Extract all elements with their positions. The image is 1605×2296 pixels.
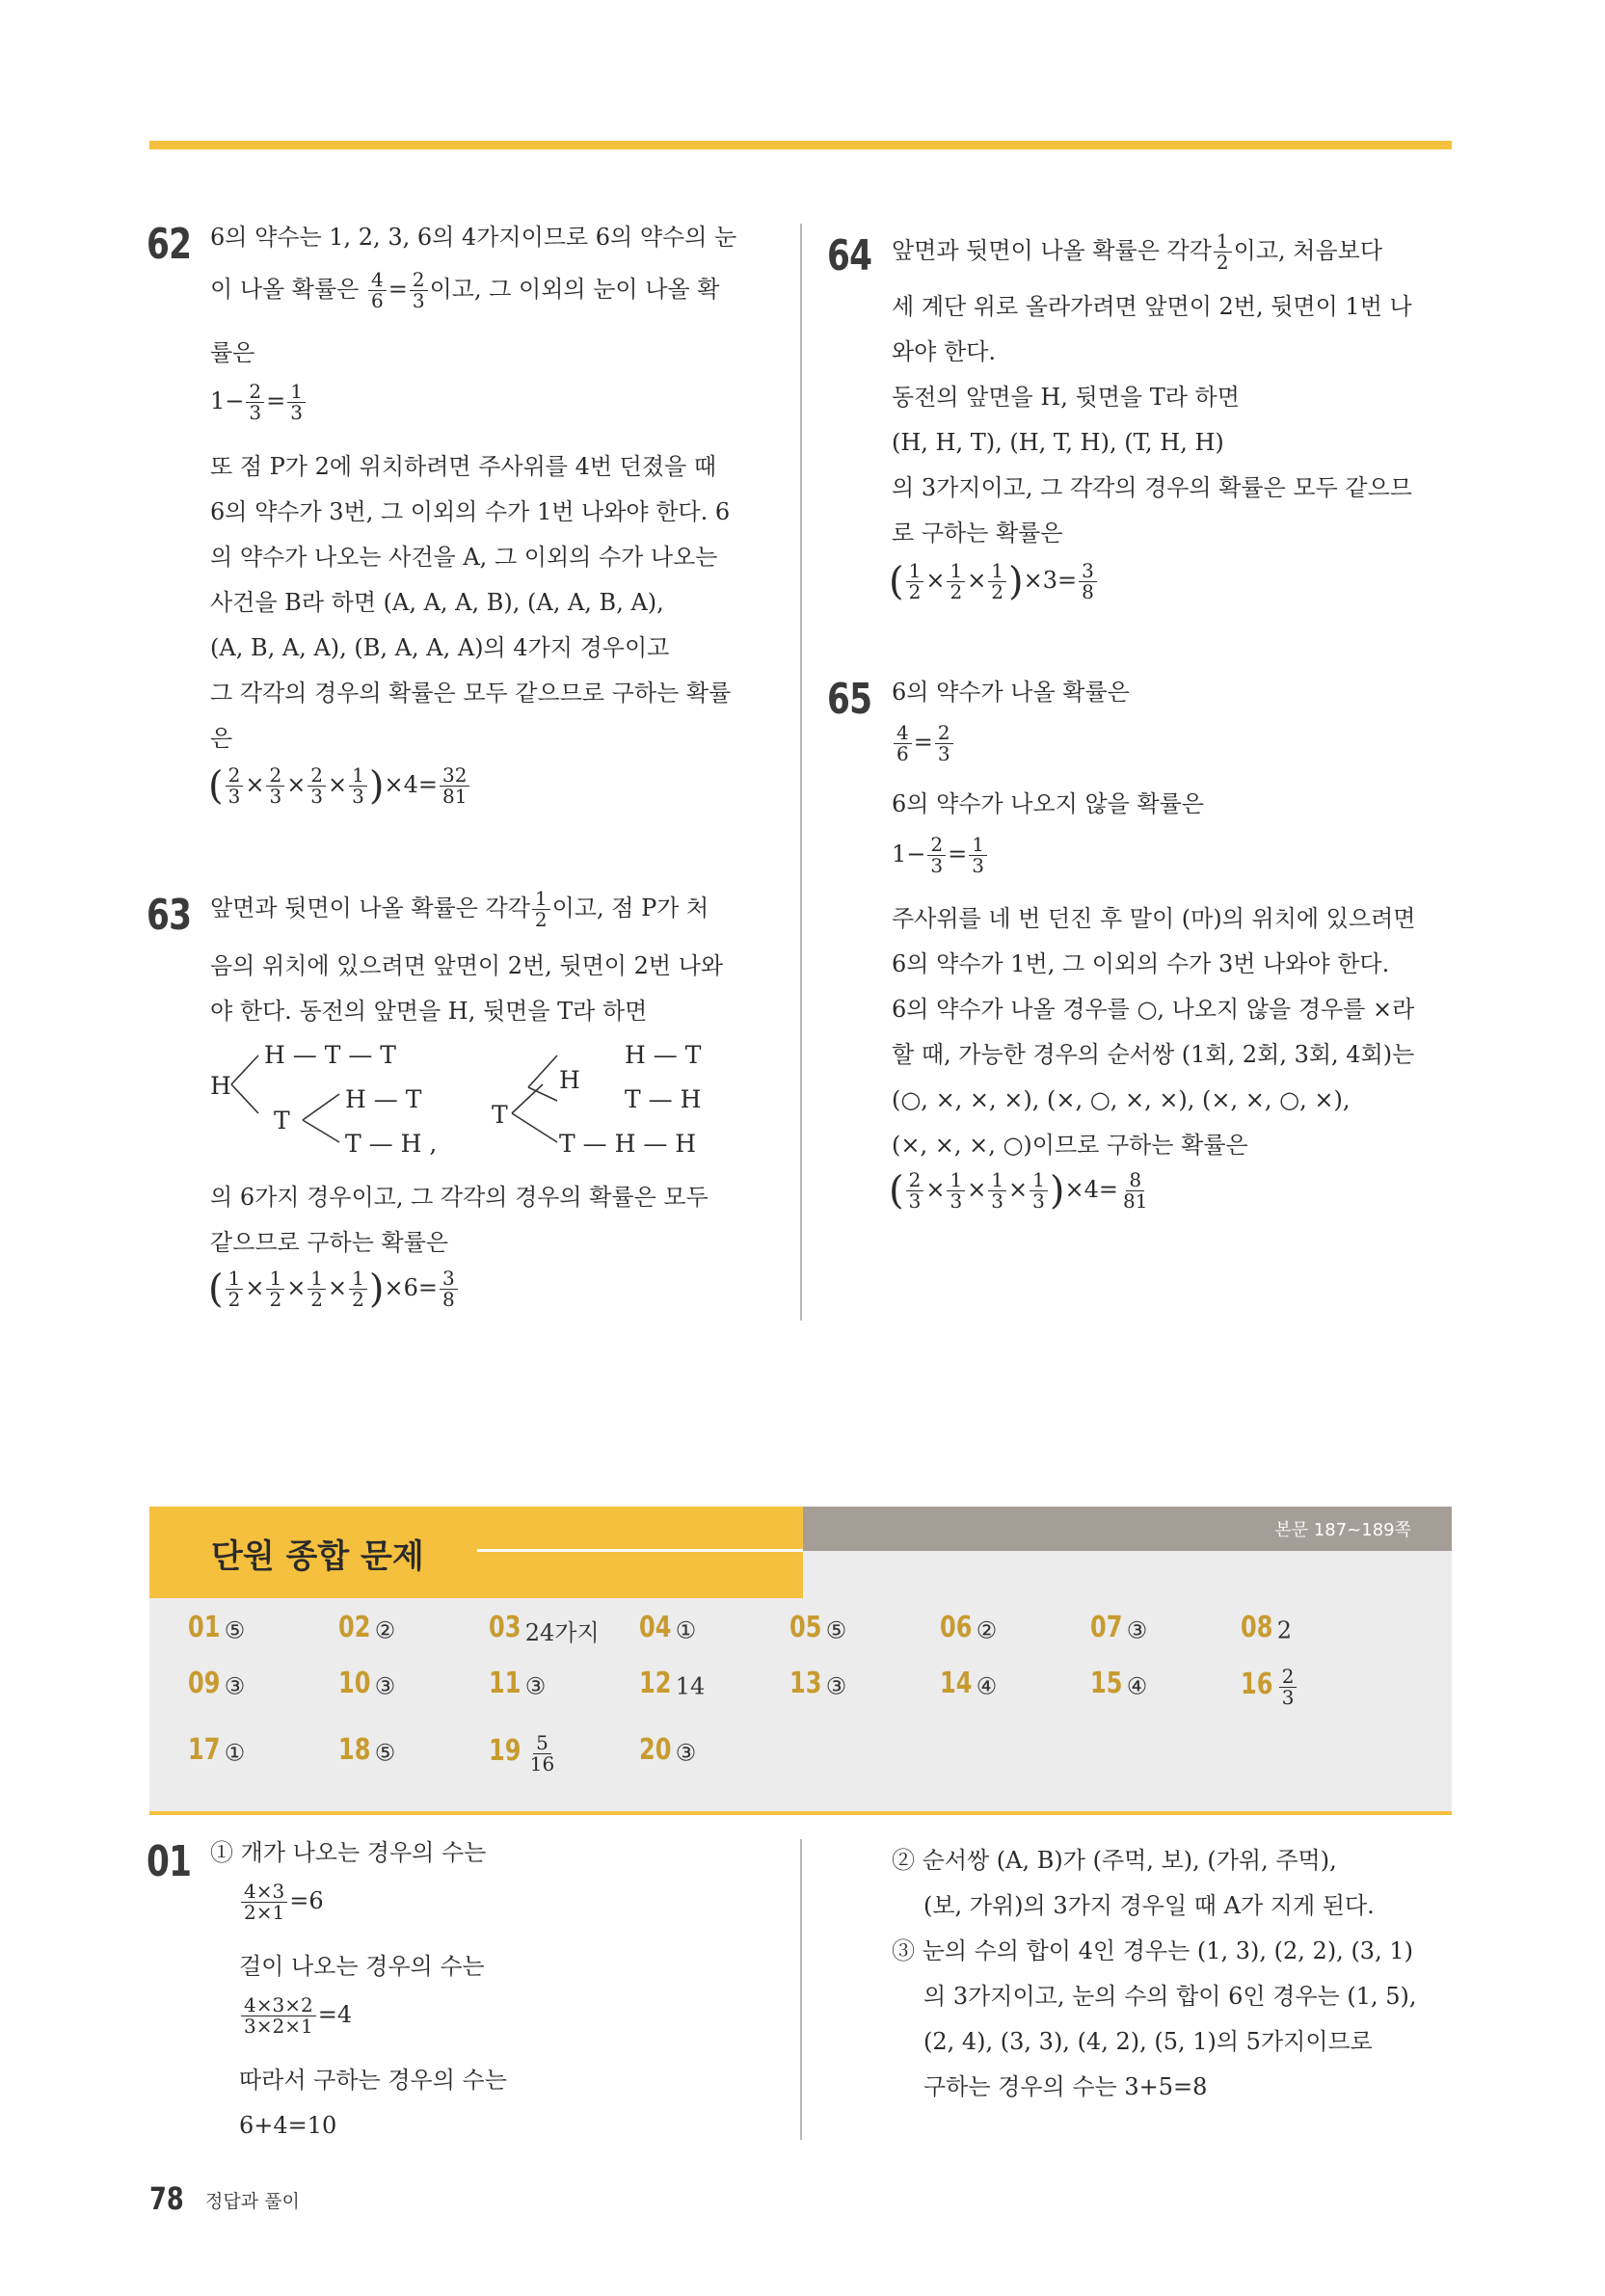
answer-number: 19	[489, 1734, 522, 1768]
p64-eq: ( $\frac{1}{2}$ × $\frac{1}{2}$ × $\frac{1}{2}$ )×3= $\frac{3}{8}$	[889, 561, 1099, 602]
s01-eq-1: $\frac{4\times 3}{2\times 1}$ =6	[239, 1882, 324, 1923]
answer-value: ③	[1126, 1616, 1148, 1644]
answer-item	[1090, 1611, 1147, 1644]
p64-line-6: 의 3가지이고, 그 각각의 경우의 확률은 모두 같으므	[892, 474, 1412, 501]
answer-value: ⑤	[374, 1739, 396, 1767]
answer-number: 04	[639, 1611, 672, 1644]
p64-line-5: (H, H, T), (H, T, H), (T, H, H)	[892, 429, 1224, 456]
p65-eq-2: 1− $\frac{2}{3}$ = $\frac{1}{3}$	[892, 835, 989, 876]
answer-item	[1090, 1667, 1147, 1700]
answer-item	[940, 1667, 997, 1700]
answer-item	[489, 1733, 559, 1775]
p65-line-10: (×, ×, ×, ○)이므로 구하는 확률은	[892, 1132, 1248, 1159]
problem-62-number: 62	[147, 220, 192, 269]
p62-line-11: 은	[210, 725, 233, 752]
answer-item	[789, 1667, 846, 1700]
answer-value: ③	[675, 1739, 697, 1767]
p62-line-1: 6의 약수는 1, 2, 3, 6의 4가지이므로 6의 약수의 눈	[210, 224, 737, 251]
footer-label: 정답과 풀이	[205, 2191, 300, 2212]
p63-line-3: 야 한다. 동전의 앞면을 H, 뒷면을 T라 하면	[210, 998, 648, 1025]
s01-eq-2: $\frac{4\times 3\times 2}{3\times 2\times 1}$ =4	[239, 1995, 352, 2037]
p62-eq-1: 1− $\frac{2}{3}$ = $\frac{1}{3}$	[210, 382, 308, 423]
s01-line-3: 걸이 나오는 경우의 수는	[239, 1953, 485, 1980]
answer-number: 14	[940, 1667, 973, 1700]
p65-eq-1: $\frac{4}{6}$ = $\frac{2}{3}$	[892, 723, 955, 764]
answer-value: ⑤	[224, 1616, 246, 1644]
answer-number: 07	[1090, 1611, 1123, 1644]
answer-item	[639, 1733, 696, 1767]
answer-value: ③	[524, 1672, 547, 1700]
p62-line-8: 사건을 B라 하면 (A, A, A, B), (A, A, B, A),	[210, 589, 664, 616]
p62-line-3: 률은	[210, 339, 255, 366]
answer-item	[1241, 1667, 1298, 1708]
answer-number: 13	[789, 1667, 822, 1700]
p65-line-6: 6의 약수가 1번, 그 이외의 수가 3번 나와야 한다.	[892, 950, 1390, 977]
p64-line-2: 세 계단 위로 올라가려면 앞면이 2번, 뒷면이 1번 나	[892, 293, 1412, 320]
answer-item	[489, 1611, 600, 1647]
answer-item	[338, 1667, 395, 1700]
answer-item	[188, 1733, 245, 1767]
tree-node: T — H	[625, 1085, 702, 1113]
answer-item	[489, 1667, 546, 1700]
s01-right-3: ③ 눈의 수의 합이 4인 경우는 (1, 3), (2, 2), (3, 1)	[892, 1937, 1413, 1964]
p63-line-1: 앞면과 뒷면이 나올 확률은 각각 $\frac{1}{2}$ 이고, 점 P가 처	[210, 887, 709, 931]
tree-node: H — T — T	[264, 1041, 396, 1069]
tree-node: H — T	[625, 1041, 702, 1069]
p62-line-6: 6의 약수가 3번, 그 이외의 수가 1번 나와야 한다. 6	[210, 498, 731, 525]
answer-number: 16	[1241, 1668, 1273, 1701]
answer-value: 14	[675, 1672, 706, 1700]
answer-item	[639, 1611, 696, 1644]
answer-box-title: 단원 종합 문제	[211, 1537, 424, 1576]
answer-number: 18	[338, 1733, 371, 1767]
answer-value: ②	[374, 1616, 396, 1644]
answer-value: ④	[976, 1672, 998, 1700]
column-divider-bottom	[800, 1839, 802, 2140]
answer-number: 03	[489, 1611, 522, 1644]
p62-line-2: 이 나올 확률은 $\frac{4}{6}$ = $\frac{2}{3}$ 이고, 그 이외의 눈이 나올 확	[210, 268, 720, 312]
answer-number: 17	[188, 1733, 221, 1767]
answer-number: 05	[789, 1611, 822, 1644]
fraction: $\frac{1}{3}$	[287, 382, 306, 423]
answer-number: 06	[940, 1611, 973, 1644]
answer-value: ①	[675, 1616, 697, 1644]
answer-item	[188, 1667, 245, 1700]
tree-node: T — H ,	[345, 1130, 438, 1158]
answer-number: 20	[639, 1733, 672, 1767]
p64-line-4: 동전의 앞면을 H, 뒷면을 T라 하면	[892, 384, 1240, 411]
p62-eq-2: ( $\frac{2}{3}$ × $\frac{2}{3}$ × $\frac{2}{3}$ × $\frac{1}{3}$ )×4= $\frac{32}{81}$	[208, 765, 471, 807]
page-reference: 본문 187~189쪽	[1274, 1520, 1411, 1540]
p64-line-3: 와야 한다.	[892, 338, 996, 365]
problem-65-number: 65	[827, 675, 872, 724]
answer-number: 09	[188, 1667, 221, 1700]
tree-node: T — H — H	[559, 1130, 697, 1158]
s01-right-2: (보, 가위)의 3가지 경우일 때 A가 지게 된다.	[923, 1892, 1375, 1919]
solution-01-number: 01	[147, 1837, 192, 1886]
fraction: $\frac{2}{3}$	[410, 270, 428, 311]
p62-line-10: 그 각각의 경우의 확률은 모두 같으므로 구하는 확률	[210, 680, 732, 707]
answer-value: ①	[224, 1739, 246, 1767]
coin-tree-diagram	[210, 1041, 779, 1176]
p63-eq: ( $\frac{1}{2}$ × $\frac{1}{2}$ × $\frac{1}{2}$ × $\frac{1}{2}$ )×6= $\frac{3}{8}$	[208, 1268, 460, 1310]
s01-line-1: ① 개가 나오는 경우의 수는	[210, 1839, 487, 1866]
p62-line-7: 의 약수가 나오는 사건을 A, 그 이외의 수가 나오는	[210, 544, 718, 571]
p65-line-8: 할 때, 가능한 경우의 순서쌍 (1회, 2회, 3회, 4회)는	[892, 1041, 1415, 1068]
p62-line-5: 또 점 P가 2에 위치하려면 주사위를 4번 던졌을 때	[210, 453, 717, 480]
answer-item	[639, 1667, 705, 1700]
p65-line-9: (○, ×, ×, ×), (×, ○, ×, ×), (×, ×, ○, ×),	[892, 1086, 1351, 1113]
s01-right-5: (2, 4), (3, 3), (4, 2), (5, 1)의 5가지이므로	[923, 2028, 1373, 2055]
answer-value: ②	[976, 1616, 998, 1644]
fraction: $\frac{4}{6}$	[368, 270, 387, 311]
answer-fraction: $\frac{2}{3}$	[1279, 1667, 1297, 1708]
fraction: $\frac{2}{3}$	[246, 382, 264, 423]
column-divider	[800, 224, 802, 1321]
p64-line-1: 앞면과 뒷면이 나올 확률은 각각 $\frac{1}{2}$ 이고, 처음보다	[892, 229, 1383, 274]
p63-line-2: 음의 위치에 있으려면 앞면이 2번, 뒷면이 2번 나와	[210, 952, 724, 979]
tree-node: H	[559, 1066, 580, 1094]
answer-item	[338, 1611, 395, 1644]
problem-63-number: 63	[147, 891, 192, 940]
unit-review-answer-box	[149, 1507, 1452, 1815]
answer-item	[1241, 1611, 1292, 1644]
answer-number: 01	[188, 1611, 221, 1644]
answer-value: ③	[825, 1672, 847, 1700]
answer-value: ⑤	[825, 1616, 847, 1644]
tree-node: T	[492, 1101, 508, 1129]
tree-node: H	[210, 1072, 231, 1100]
answer-number: 15	[1090, 1667, 1123, 1700]
page-number: 78	[149, 2180, 184, 2217]
answer-number: 12	[639, 1667, 672, 1700]
answer-item	[338, 1733, 395, 1767]
top-accent-bar	[149, 141, 1452, 149]
p63-line-5: 같으므로 구하는 확률은	[210, 1229, 449, 1256]
title-underline	[477, 1549, 803, 1552]
answer-value: ③	[374, 1672, 396, 1700]
answer-item	[188, 1611, 245, 1644]
s01-right-6: 구하는 경우의 수는 3+5=8	[923, 2073, 1208, 2100]
p65-line-7: 6의 약수가 나올 경우를 ○, 나오지 않을 경우를 ×라	[892, 996, 1415, 1023]
s01-line-6: 6+4=10	[239, 2112, 337, 2139]
answer-value: ③	[224, 1672, 246, 1700]
answer-number: 10	[338, 1667, 371, 1700]
p64-line-7: 로 구하는 확률은	[892, 520, 1063, 547]
answer-fraction: $\frac{5}{16}$	[529, 1731, 555, 1775]
s01-line-5: 따라서 구하는 경우의 수는	[239, 2067, 507, 2094]
s01-right-1: ② 순서쌍 (A, B)가 (주먹, 보), (가위, 주먹),	[892, 1847, 1337, 1874]
answer-number: 08	[1241, 1611, 1273, 1644]
p63-line-4: 의 6가지 경우이고, 그 각각의 경우의 확률은 모두	[210, 1184, 709, 1211]
answer-item	[789, 1611, 846, 1644]
answer-item	[940, 1611, 997, 1644]
problem-64-number: 64	[827, 231, 872, 280]
answer-number: 11	[489, 1667, 522, 1700]
p65-line-3: 6의 약수가 나오지 않을 확률은	[892, 790, 1204, 817]
p65-line-5: 주사위를 네 번 던진 후 말이 (마)의 위치에 있으려면	[892, 905, 1416, 932]
tree-node: T	[274, 1107, 290, 1135]
p65-line-1: 6의 약수가 나올 확률은	[892, 679, 1130, 706]
s01-right-4: 의 3가지이고, 눈의 수의 합이 6인 경우는 (1, 5),	[923, 1983, 1417, 2010]
answer-value: 2	[1276, 1616, 1293, 1644]
tree-node: H — T	[345, 1085, 422, 1113]
p62-line-9: (A, B, A, A), (B, A, A, A)의 4가지 경우이고	[210, 634, 670, 661]
p65-eq-3: ( $\frac{2}{3}$ × $\frac{1}{3}$ × $\frac{1}{3}$ × $\frac{1}{3}$ )×4= $\frac{8}{81}$	[889, 1168, 1148, 1214]
answer-box-page-band	[803, 1507, 1452, 1551]
answer-value: 24가지	[524, 1619, 600, 1646]
answer-number: 02	[338, 1611, 371, 1644]
answer-value: ④	[1126, 1672, 1148, 1700]
